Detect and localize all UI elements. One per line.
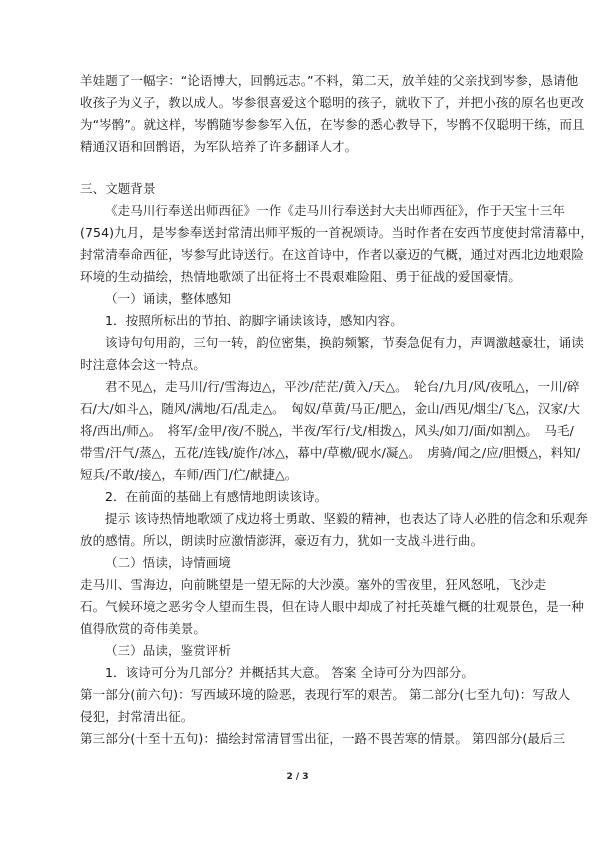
poem-line: 带雪/汗气/蒸△，五花/连钱/旋作/冰△，幕中/草檄/砚水/凝△。 虏骑/闻之/应/胆慑△，料知/ bbox=[80, 445, 581, 460]
text-line: 第一部分(前六句)：写西域环境的险恶，表现行军的艰苦。 第二部分(七至九句)：写敌人 bbox=[80, 687, 571, 702]
text-line: 提示 该诗热情地歌颂了戍边将士勇敢、坚毅的精神，也表达了诗人必胜的信念和乐观奔 bbox=[105, 511, 588, 526]
text-line: 精通汉语和回鹘语，为军队培养了许多翻译人才。 bbox=[80, 139, 358, 154]
poem-line: 短兵/不敢/接△，车师/西门/伫/献捷△。 bbox=[80, 467, 298, 482]
document-body bbox=[80, 70, 593, 750]
text-line: 值得欣赏的奇伟美景。 bbox=[80, 621, 207, 636]
text-line: 为“岑鹘”。就这样，岑鹘随岑参参军入伍，在岑参的悉心教导下，岑鹘不仅聪明干练，而且 bbox=[80, 117, 585, 132]
subsection-heading: （一）诵读，整体感知 bbox=[105, 291, 232, 306]
text-line: 收孩子为义子，教以成人。岑参很喜爱这个聪明的孩子，就收下了，并把小孩的原名也更改 bbox=[80, 95, 585, 110]
text-line: 羊娃题了一幅字：“论语博大，回鹘远志。”不料，第二天，放羊娃的父亲找到岑参，恳请他 bbox=[80, 73, 579, 88]
text-line: 第三部分(十至十五句)：描绘封常清冒雪出征，一路不畏苦寒的情景。 第四部分(最后三 bbox=[80, 731, 566, 746]
text-line: 侵犯，封常清出征。 bbox=[80, 709, 194, 724]
text-line: 放的感情。所以，朗读时应激情澎湃，豪迈有力，犹如一支战斗进行曲。 bbox=[80, 533, 484, 548]
subsection-heading: （三）品读，鉴赏评析 bbox=[105, 643, 232, 658]
section-heading: 三、文题背景 bbox=[80, 181, 156, 196]
text-line: 《走马川行奉送出师西征》一作《走马川行奉送封大夫出师西征》，作于天宝十三年 bbox=[105, 203, 565, 218]
text-line: 石。气候环境之恶劣令人望而生畏，但在诗人眼中却成了衬托英雄气概的壮观景色，是一种 bbox=[80, 599, 585, 614]
text-line: 2．在前面的基础上有感情地朗读该诗。 bbox=[105, 489, 328, 504]
text-line: 封常清奉命西征，岑参写此诗送行。在这首诗中，作者以豪迈的气概，通过对西北边地艰险 bbox=[80, 247, 585, 262]
text-line: 该诗句句用韵，三句一转，韵位密集，换韵频繁，节奏急促有力，声调激越豪壮，诵读 bbox=[105, 335, 584, 350]
poem-line: 将/西出/师△。 将军/金甲/夜/不脱△，半夜/军行/戈/相拨△，风头/如刀/面/如割△。 马毛/ bbox=[80, 423, 574, 438]
text-line: (754)九月，是岑参奉送封常清出师平叛的一首祝颂诗。当时作者在安西节度使封常清幕中， bbox=[80, 225, 593, 240]
page-number: 2 / 3 bbox=[286, 772, 309, 782]
text-line: 1．按照所标出的节拍、韵脚字诵读该诗，感知内容。 bbox=[105, 313, 403, 328]
subsection-heading: （二）悟读，诗情画境 bbox=[105, 555, 232, 570]
text-line: 时注意体会这一特点。 bbox=[80, 357, 207, 372]
text-line: 走马川、雪海边，向前眺望是一望无际的大沙漠。塞外的雪夜里，狂风怒吼，飞沙走 bbox=[80, 577, 547, 592]
poem-line: 石/大/如斗△，随风/满地/石/乱走△。 匈奴/草黄/马正/肥△，金山/西见/烟尘/飞△，汉家/大 bbox=[80, 401, 581, 416]
text-line: 1．该诗可分为几部分？并概括其大意。 答案 全诗可分为四部分。 bbox=[105, 665, 475, 680]
poem-line: 君不见△，走马川/行/雪海边△，平沙/茫茫/黄入/天△。 轮台/九月/风/夜吼△，一川/碎 bbox=[105, 379, 580, 394]
text-line: 环境的生动描绘，热情地歌颂了出征将士不畏艰难险阻、勇于征战的爱国豪情。 bbox=[80, 269, 522, 284]
